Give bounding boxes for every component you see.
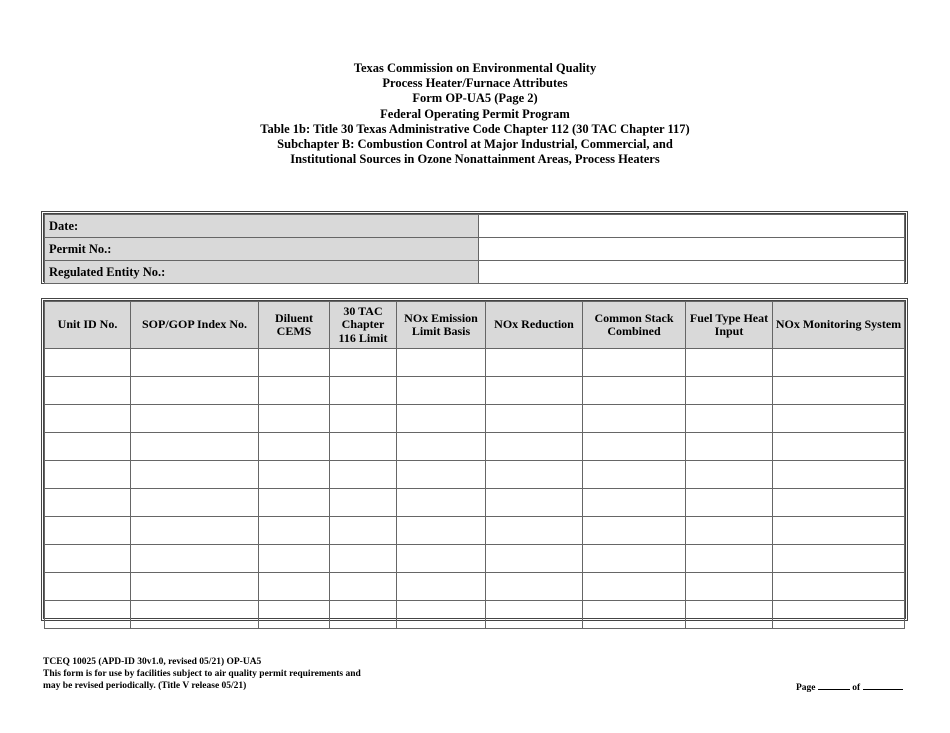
table-cell[interactable] bbox=[45, 517, 131, 545]
table-cell[interactable] bbox=[131, 349, 259, 377]
table-cell[interactable] bbox=[486, 377, 583, 405]
col-header-nox-reduction: NOx Reduction bbox=[486, 302, 583, 349]
table-cell[interactable] bbox=[45, 545, 131, 573]
header-line-table-title: Table 1b: Title 30 Texas Administrative Code Chapter 112 (30 TAC Chapter 117) bbox=[260, 121, 690, 136]
col-header-nox-monitoring-system: NOx Monitoring System bbox=[773, 302, 905, 349]
table-cell[interactable] bbox=[686, 349, 773, 377]
table-cell[interactable] bbox=[259, 517, 330, 545]
table-cell[interactable] bbox=[397, 349, 486, 377]
table-cell[interactable] bbox=[686, 377, 773, 405]
table-cell[interactable] bbox=[330, 517, 397, 545]
table-cell[interactable] bbox=[486, 517, 583, 545]
table-cell[interactable] bbox=[773, 601, 905, 629]
table-cell[interactable] bbox=[773, 517, 905, 545]
of-label: of bbox=[852, 683, 861, 693]
table-cell[interactable] bbox=[583, 573, 686, 601]
table-cell[interactable] bbox=[686, 461, 773, 489]
table-cell[interactable] bbox=[259, 349, 330, 377]
table-row bbox=[45, 517, 905, 545]
table-cell[interactable] bbox=[259, 461, 330, 489]
table-cell[interactable] bbox=[773, 489, 905, 517]
table-cell[interactable] bbox=[773, 377, 905, 405]
table-cell[interactable] bbox=[397, 461, 486, 489]
header-line-form-title: Process Heater/Furnace Attributes bbox=[382, 76, 568, 91]
entity-label: Regulated Entity No.: bbox=[45, 261, 479, 284]
permit-field[interactable] bbox=[479, 238, 905, 261]
col-header-diluent-cems: Diluent CEMS bbox=[259, 302, 330, 349]
table-cell[interactable] bbox=[486, 461, 583, 489]
table-cell[interactable] bbox=[330, 545, 397, 573]
table-cell[interactable] bbox=[259, 405, 330, 433]
table-cell[interactable] bbox=[397, 517, 486, 545]
table-cell[interactable] bbox=[583, 433, 686, 461]
table-cell[interactable] bbox=[330, 573, 397, 601]
table-row bbox=[45, 433, 905, 461]
table-cell[interactable] bbox=[131, 517, 259, 545]
attributes-table-box bbox=[41, 298, 908, 621]
table-cell[interactable] bbox=[131, 489, 259, 517]
table-cell[interactable] bbox=[330, 349, 397, 377]
table-cell[interactable] bbox=[397, 545, 486, 573]
table-cell[interactable] bbox=[773, 545, 905, 573]
table-cell[interactable] bbox=[330, 405, 397, 433]
table-row bbox=[45, 489, 905, 517]
table-cell[interactable] bbox=[773, 573, 905, 601]
table-cell[interactable] bbox=[259, 377, 330, 405]
table-cell[interactable] bbox=[486, 405, 583, 433]
footer-note-line2: may be revised periodically. (Title V release 05/21) bbox=[43, 681, 247, 691]
table-cell[interactable] bbox=[583, 461, 686, 489]
form-header bbox=[0, 61, 950, 167]
footer-form-id: TCEQ 10025 (APD-ID 30v1.0, revised 05/21) OP-UA5 bbox=[43, 657, 262, 667]
table-cell[interactable] bbox=[45, 601, 131, 629]
table-cell[interactable] bbox=[773, 433, 905, 461]
table-body bbox=[45, 349, 905, 629]
table-cell[interactable] bbox=[486, 545, 583, 573]
entity-field[interactable] bbox=[479, 261, 905, 284]
table-cell[interactable] bbox=[330, 601, 397, 629]
table-row bbox=[45, 545, 905, 573]
table-cell[interactable] bbox=[45, 349, 131, 377]
table-cell[interactable] bbox=[45, 377, 131, 405]
table-cell[interactable] bbox=[397, 601, 486, 629]
table-cell[interactable] bbox=[686, 601, 773, 629]
table-row bbox=[45, 601, 905, 629]
table-cell[interactable] bbox=[330, 489, 397, 517]
permit-row bbox=[45, 238, 905, 261]
date-label: Date: bbox=[45, 215, 479, 238]
table-cell[interactable] bbox=[583, 489, 686, 517]
table-cell[interactable] bbox=[330, 433, 397, 461]
footer-note-line1: This form is for use by facilities subject to air quality permit requirements and bbox=[43, 669, 361, 679]
date-row bbox=[45, 215, 905, 238]
table-cell[interactable] bbox=[330, 377, 397, 405]
table-cell[interactable] bbox=[45, 573, 131, 601]
table-cell[interactable] bbox=[686, 433, 773, 461]
table-cell[interactable] bbox=[773, 405, 905, 433]
header-line-form-number: Form OP-UA5 (Page 2) bbox=[412, 91, 538, 106]
table-cell[interactable] bbox=[583, 349, 686, 377]
permit-label: Permit No.: bbox=[45, 238, 479, 261]
table-row bbox=[45, 573, 905, 601]
table-cell[interactable] bbox=[773, 349, 905, 377]
table-cell[interactable] bbox=[397, 405, 486, 433]
table-cell[interactable] bbox=[686, 573, 773, 601]
col-header-unit-id: Unit ID No. bbox=[45, 302, 131, 349]
page-numbering bbox=[796, 680, 903, 693]
col-header-common-stack-combined: Common Stack Combined bbox=[583, 302, 686, 349]
table-cell[interactable] bbox=[259, 545, 330, 573]
date-field[interactable] bbox=[479, 215, 905, 238]
table-cell[interactable] bbox=[773, 461, 905, 489]
table-cell[interactable] bbox=[397, 433, 486, 461]
table-cell[interactable] bbox=[686, 489, 773, 517]
table-cell[interactable] bbox=[486, 489, 583, 517]
table-row bbox=[45, 349, 905, 377]
table-cell[interactable] bbox=[486, 433, 583, 461]
table-cell[interactable] bbox=[259, 601, 330, 629]
table-row bbox=[45, 377, 905, 405]
total-pages-field[interactable] bbox=[863, 680, 903, 690]
table-cell[interactable] bbox=[131, 601, 259, 629]
table-row bbox=[45, 405, 905, 433]
page-label: Page bbox=[796, 683, 816, 693]
table-cell[interactable] bbox=[397, 573, 486, 601]
col-header-fuel-type-heat-input: Fuel Type Heat Input bbox=[686, 302, 773, 349]
header-line-subchapter: Subchapter B: Combustion Control at Major Industrial, Commercial, and bbox=[277, 137, 673, 152]
table-cell[interactable] bbox=[45, 405, 131, 433]
table-cell[interactable] bbox=[259, 573, 330, 601]
table-cell[interactable] bbox=[131, 545, 259, 573]
table-cell[interactable] bbox=[583, 601, 686, 629]
table-cell[interactable] bbox=[131, 461, 259, 489]
entity-row bbox=[45, 261, 905, 284]
table-cell[interactable] bbox=[45, 433, 131, 461]
table-cell[interactable] bbox=[131, 377, 259, 405]
col-header-30tac-116-limit: 30 TAC Chapter 116 Limit bbox=[330, 302, 397, 349]
table-cell[interactable] bbox=[131, 405, 259, 433]
table-cell[interactable] bbox=[583, 377, 686, 405]
table-row bbox=[45, 461, 905, 489]
table-cell[interactable] bbox=[45, 489, 131, 517]
info-table bbox=[44, 214, 905, 284]
attributes-table bbox=[44, 301, 905, 629]
header-line-sources: Institutional Sources in Ozone Nonattainment Areas, Process Heaters bbox=[290, 152, 660, 167]
table-cell[interactable] bbox=[686, 545, 773, 573]
header-line-agency: Texas Commission on Environmental Quality bbox=[353, 61, 597, 75]
table-cell[interactable] bbox=[486, 601, 583, 629]
table-cell[interactable] bbox=[486, 349, 583, 377]
table-cell[interactable] bbox=[486, 573, 583, 601]
table-cell[interactable] bbox=[397, 489, 486, 517]
page-number-field[interactable] bbox=[818, 680, 850, 690]
header-line-program: Federal Operating Permit Program bbox=[380, 106, 570, 121]
table-cell[interactable] bbox=[686, 405, 773, 433]
table-cell[interactable] bbox=[686, 517, 773, 545]
table-cell[interactable] bbox=[583, 405, 686, 433]
info-box bbox=[41, 211, 908, 284]
table-cell[interactable] bbox=[259, 433, 330, 461]
table-cell[interactable] bbox=[131, 433, 259, 461]
form-footer bbox=[43, 656, 361, 692]
col-header-nox-emission-limit-basis: NOx Emission Limit Basis bbox=[397, 302, 486, 349]
table-cell[interactable] bbox=[583, 545, 686, 573]
col-header-sop-gop-index: SOP/GOP Index No. bbox=[131, 302, 259, 349]
table-cell[interactable] bbox=[330, 461, 397, 489]
table-cell[interactable] bbox=[583, 517, 686, 545]
table-cell[interactable] bbox=[259, 489, 330, 517]
table-header-row bbox=[45, 302, 905, 349]
table-cell[interactable] bbox=[45, 461, 131, 489]
table-cell[interactable] bbox=[131, 573, 259, 601]
table-cell[interactable] bbox=[397, 377, 486, 405]
